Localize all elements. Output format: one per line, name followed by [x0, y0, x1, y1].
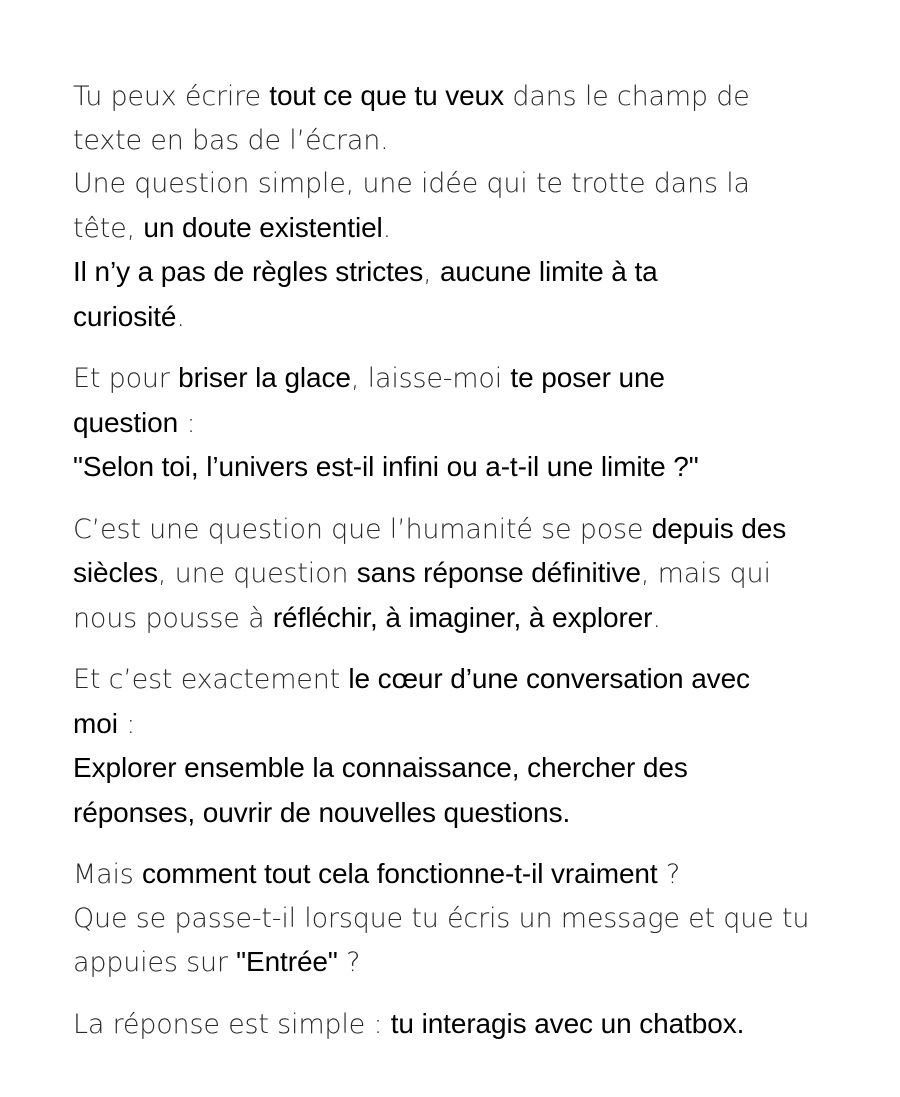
- bold-text-run: un doute existentiel: [143, 211, 383, 243]
- bold-text-run: siècles: [73, 557, 158, 588]
- text-run: appuies sur: [73, 947, 237, 978]
- bold-text-run: aucune limite à ta: [439, 256, 658, 287]
- bold-text-run: curiosité: [73, 300, 177, 332]
- text-run: ?: [657, 859, 681, 890]
- text-line: [73, 507, 853, 552]
- text-run: ?: [337, 947, 361, 978]
- text-run: , mais qui: [640, 558, 771, 589]
- text-line: [73, 746, 853, 791]
- text-run: .: [382, 212, 392, 244]
- bold-text-run: te poser une: [510, 362, 665, 393]
- text-run: Que se passe-t-il lorsque tu écris un message et que tu: [73, 902, 810, 934]
- text-run: , une question: [157, 558, 357, 589]
- text-line: [73, 702, 853, 747]
- text-line: [73, 206, 853, 251]
- text-run: La réponse est simple :: [73, 1008, 391, 1040]
- text-line: [73, 940, 853, 985]
- text-line: [73, 119, 853, 163]
- bold-text-run: moi: [73, 707, 118, 739]
- text-line: [73, 74, 853, 119]
- text-line: [73, 897, 853, 941]
- bold-text-run: Il n’y a pas de règles strictes: [73, 256, 424, 287]
- bold-text-run: sans réponse définitive: [356, 557, 641, 588]
- bold-text-run: Explorer ensemble la connaissance, chercher des: [73, 752, 688, 783]
- text-line: [73, 295, 853, 340]
- bold-text-run: depuis des: [651, 512, 787, 544]
- text-run: nous pousse à: [73, 602, 273, 634]
- paragraph-answer: [73, 1002, 853, 1047]
- bold-text-run: "Selon toi, l’univers est-il infini ou a-t-il une limite ?": [73, 451, 699, 482]
- bold-text-run: le cœur d’une conversation avec: [348, 663, 750, 694]
- text-line: [73, 162, 853, 206]
- text-run: ,: [423, 257, 440, 288]
- text-run: tête,: [73, 212, 144, 244]
- paragraph-conversation: [73, 657, 853, 835]
- bold-text-run: "Entrée": [236, 946, 338, 977]
- paragraph-question: [73, 356, 853, 490]
- text-line: [73, 657, 853, 702]
- text-line: [73, 791, 853, 836]
- text-run: C’est une question que l’humanité se pose: [73, 513, 652, 545]
- text-line: [73, 356, 853, 401]
- text-run: Et c’est exactement: [73, 664, 349, 695]
- document-body: [73, 74, 853, 1063]
- text-run: texte en bas de l’écran.: [73, 124, 389, 156]
- text-run: :: [178, 407, 196, 439]
- bold-text-run: réfléchir, à imaginer, à explorer: [272, 601, 653, 633]
- bold-text-run: question: [73, 406, 179, 438]
- paragraph-how-it-works: [73, 852, 853, 985]
- paragraph-humanity: [73, 507, 853, 641]
- bold-text-run: tout ce que tu veux: [269, 80, 504, 111]
- text-run: Tu peux écrire: [73, 81, 270, 112]
- text-line: [73, 401, 853, 446]
- text-line: [73, 1002, 853, 1047]
- text-run: Mais: [73, 859, 142, 890]
- bold-text-run: briser la glace: [178, 362, 351, 393]
- text-line: [73, 852, 853, 897]
- text-line: [73, 445, 853, 490]
- text-run: Et pour: [73, 363, 179, 394]
- text-run: , laisse-moi: [350, 363, 511, 394]
- text-run: dans le champ de: [504, 81, 750, 112]
- text-line: [73, 250, 853, 295]
- text-run: :: [117, 708, 136, 740]
- text-run: .: [652, 602, 661, 634]
- bold-text-run: réponses, ouvrir de nouvelles questions.: [73, 796, 571, 828]
- text-line: [73, 596, 853, 641]
- paragraph-intro: [73, 74, 853, 339]
- bold-text-run: tu interagis avec un chatbox.: [390, 1007, 745, 1039]
- bold-text-run: comment tout cela fonctionne-t-il vraiment: [142, 858, 658, 889]
- text-run: .: [176, 301, 185, 333]
- text-run: Une question simple, une idée qui te trotte dans la: [73, 168, 750, 199]
- text-line: [73, 551, 853, 596]
